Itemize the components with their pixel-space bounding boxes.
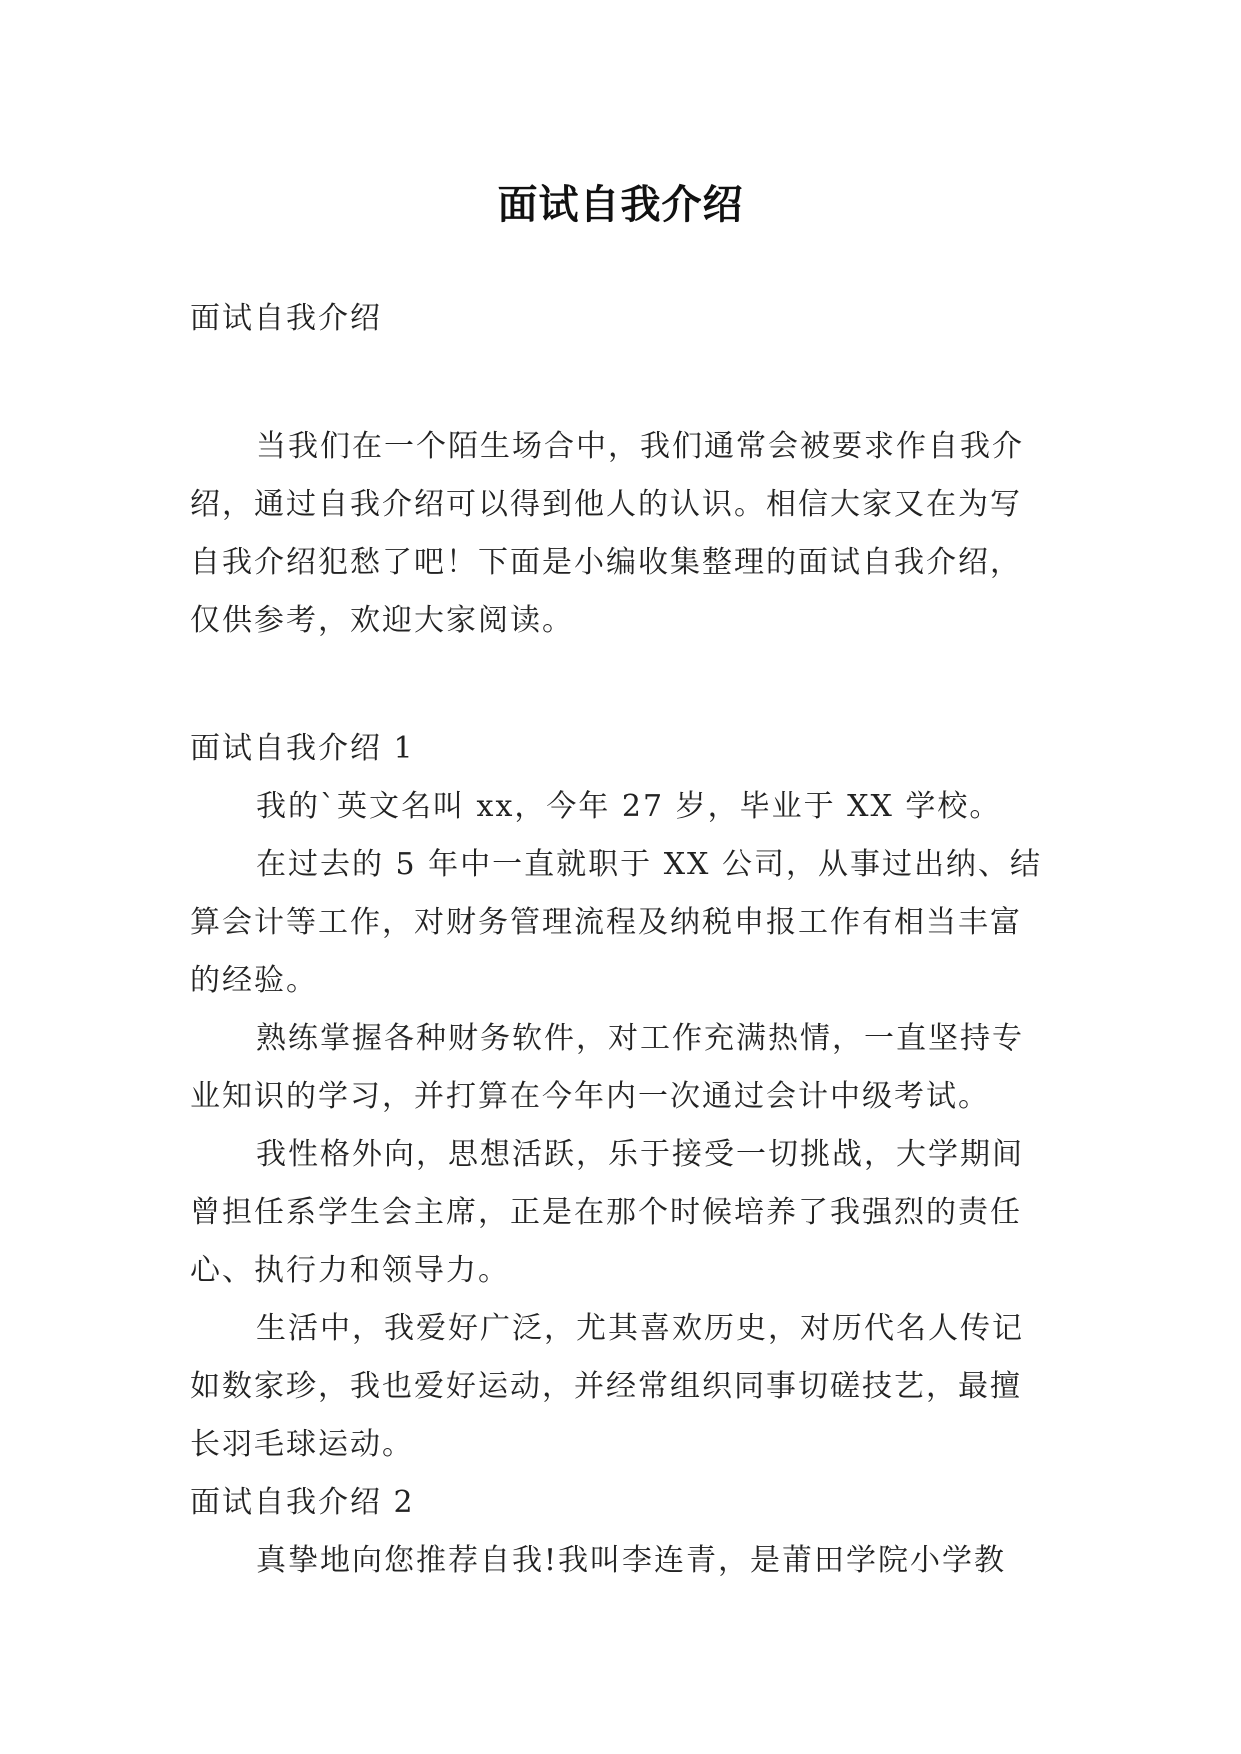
section-heading: 面试自我介绍 1 [190, 731, 415, 766]
section-heading: 面试自我介绍 2 [190, 1485, 415, 1520]
section-paragraph: 真挚地向您推荐自我!我叫李连青，是莆田学院小学教 [256, 1543, 1007, 1578]
section-paragraph: 熟练掌握各种财务软件，对工作充满热情，一直坚持专业知识的学习，并打算在今年内一次通过会计中级考试。 [190, 1021, 1024, 1114]
intro-paragraph: 当我们在一个陌生场合中，我们通常会被要求作自我介绍，通过自我介绍可以得到他人的认识。相信大家又在为写自我介绍犯愁了吧！下面是小编收集整理的面试自我介绍，仅供参考，欢迎大家阅读。 [190, 429, 1024, 638]
section-paragraph: 我的`英文名叫 xx，今年 27 岁，毕业于 XX 学校。 [256, 789, 1002, 824]
section-paragraph: 在过去的 5 年中一直就职于 XX 公司，从事过出纳、结算会计等工作，对财务管理流程及纳税申报工作有相当丰富的经验。 [190, 847, 1042, 998]
document-title: 面试自我介绍 [497, 181, 744, 228]
section-paragraph: 我性格外向，思想活跃，乐于接受一切挑战，大学期间曾担任系学生会主席，正是在那个时候培养了我强烈的责任心、执行力和领导力。 [190, 1137, 1024, 1288]
document-subtitle: 面试自我介绍 [190, 301, 382, 336]
document-body [190, 290, 1052, 1590]
section-paragraph: 生活中，我爱好广泛，尤其喜欢历史，对历代名人传记如数家珍，我也爱好运动，并经常组织同事切磋技艺，最擅长羽毛球运动。 [190, 1311, 1024, 1462]
